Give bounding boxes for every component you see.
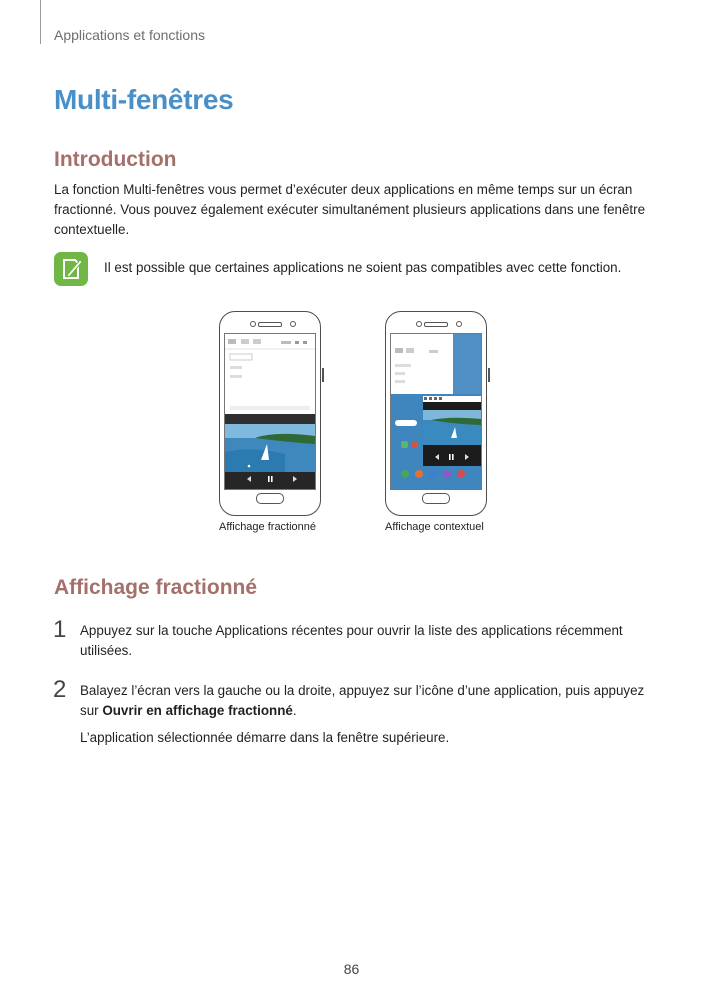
intro-paragraph: La fonction Multi-fenêtres vous permet d’exécuter deux applications en même temps sur un écran fractionné. Vous pouvez également exécuter simultanément plusieurs applications dans une fenêtre contextuelle.	[54, 182, 646, 237]
sensor-icon	[290, 321, 296, 327]
phone-popup-view-illustration	[385, 311, 487, 516]
step-text-part: Balayez l’écran vers la gauche ou la droite, appuyez sur l’icône d’une application, puis appuyez sur	[80, 683, 645, 718]
split-view-heading: Affichage fractionné	[54, 576, 258, 599]
intro-heading: Introduction	[54, 148, 177, 171]
sensor-icon	[456, 321, 462, 327]
page-number: 86	[343, 961, 360, 977]
speaker-grille	[424, 322, 448, 327]
side-button	[322, 368, 324, 382]
split-screen	[224, 333, 316, 490]
step-option-name: Ouvrir en affichage fractionné	[102, 703, 293, 718]
note-pencil-icon	[54, 252, 88, 286]
step-number: 2	[53, 676, 67, 703]
speaker-grille	[258, 322, 282, 327]
step-text	[80, 681, 646, 721]
side-button	[488, 368, 490, 382]
figure-caption-popup: Affichage contextuel	[385, 521, 484, 533]
front-camera-icon	[416, 321, 422, 327]
step-text-end: .	[292, 703, 297, 718]
home-button	[256, 493, 284, 504]
step-number: 1	[53, 616, 67, 643]
running-header: Applications et fonctions	[54, 27, 205, 43]
page-title: Multi-fenêtres	[54, 84, 234, 115]
figure-caption-split: Affichage fractionné	[219, 521, 317, 533]
front-camera-icon	[250, 321, 256, 327]
home-button	[422, 493, 450, 504]
header-rule	[40, 0, 41, 44]
phone-split-view-illustration	[219, 311, 321, 516]
popup-screen	[390, 333, 482, 490]
step-result-text: L’application sélectionnée démarre dans la fenêtre supérieure.	[80, 730, 450, 745]
note-text: Il est possible que certaines applications ne soient pas compatibles avec cette fonction.	[104, 260, 622, 275]
step-text: Appuyez sur la touche Applications récentes pour ouvrir la liste des applications récemment utilisées.	[80, 623, 623, 658]
